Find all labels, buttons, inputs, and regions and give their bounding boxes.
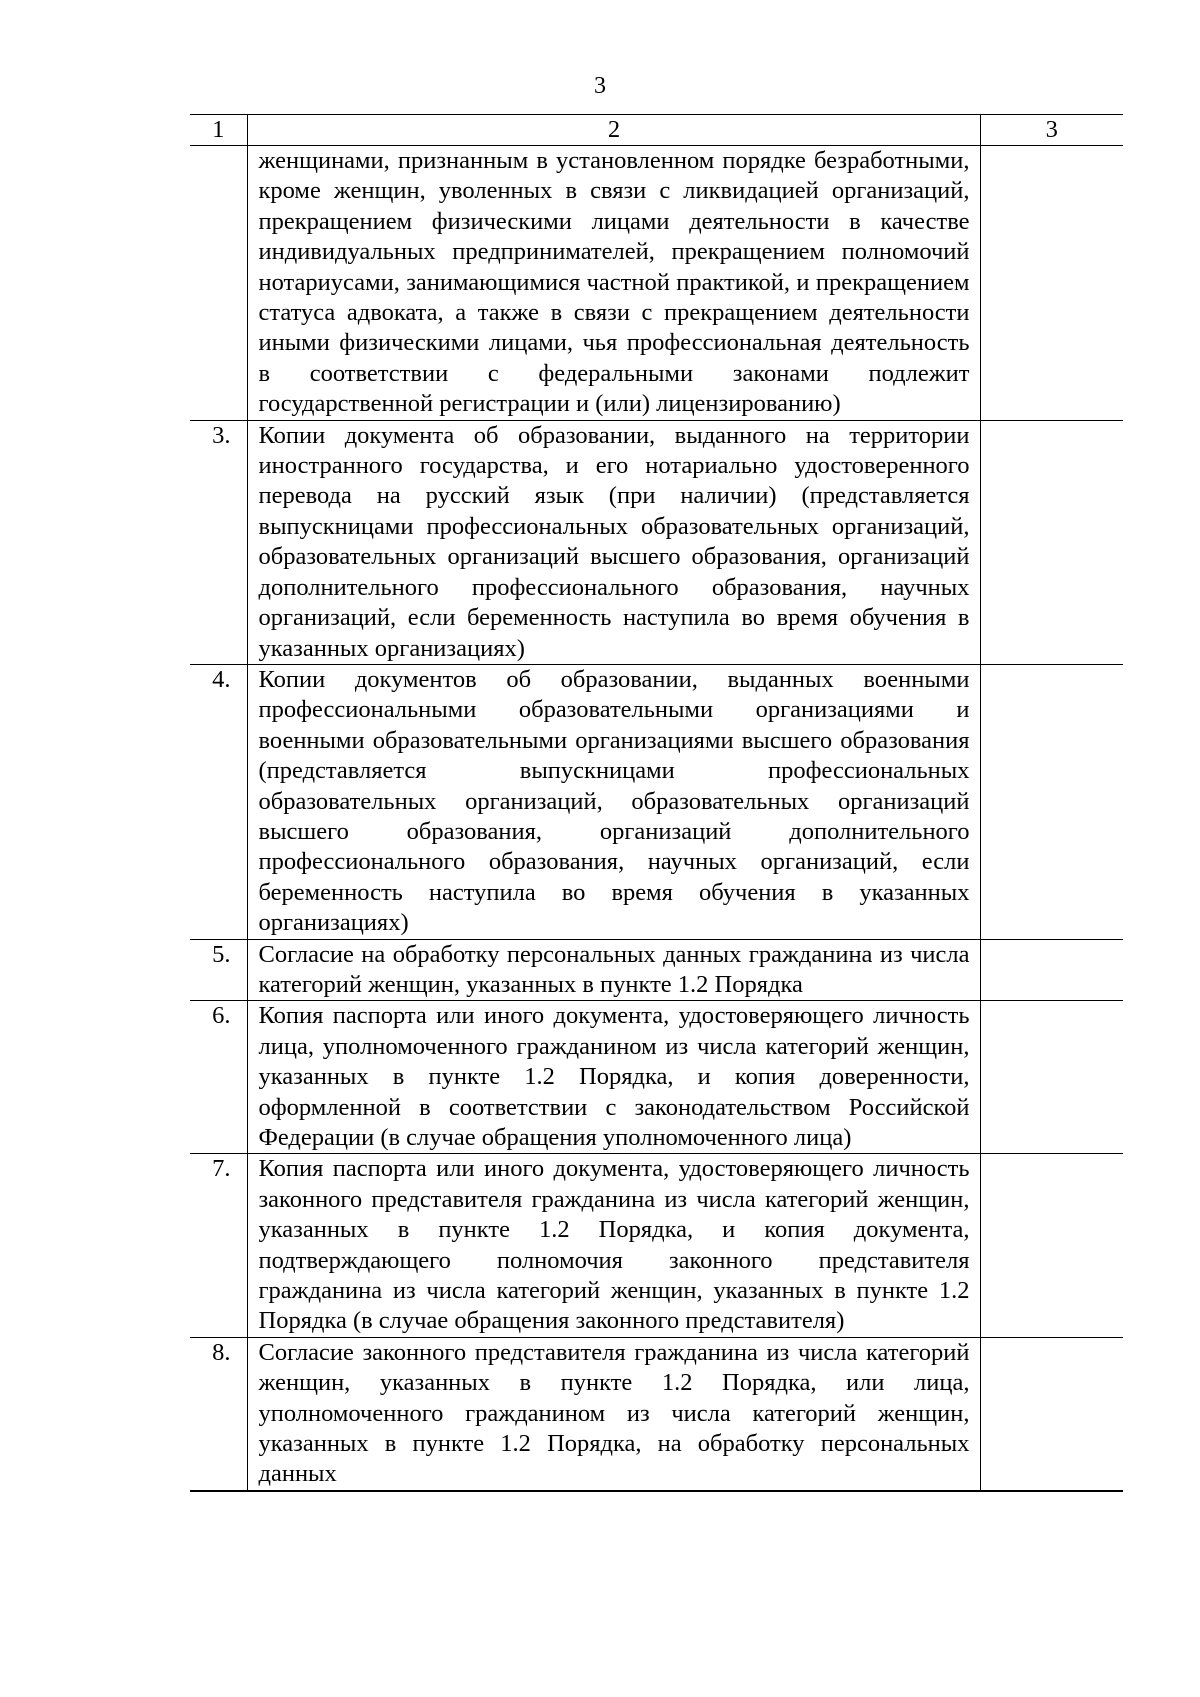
row-number	[190, 1490, 247, 1491]
row-col3	[980, 146, 1123, 421]
row-text: женщинами, признанным в установленном порядке безработными, кроме женщин, уволенных в связи с ликвидацией организаций, прекращением физическими лицами деятельности в качестве индивидуальных предпринимателей, прекращением полномочий нотариусами, занимающимися частной практикой, и прекращением статуса адвоката, а также в связи с прекращением деятельности иными физическими лицами, чья профессиональная деятельность в соответствии с федеральными законами подлежит государственной регистрации и (или) лицензированию)	[247, 146, 980, 421]
table-row	[190, 1154, 1123, 1337]
row-col3	[980, 420, 1123, 664]
table-row	[190, 1490, 1123, 1491]
table-row	[190, 939, 1123, 1001]
table-row	[190, 420, 1123, 664]
row-number: 5.	[190, 939, 247, 1001]
header-cell-3: 3	[980, 115, 1123, 146]
row-number: 3.	[190, 420, 247, 664]
page-number: 3	[594, 73, 606, 99]
header-cell-1: 1	[190, 115, 247, 146]
row-text: Копия паспорта или иного документа, удостоверяющего личность законного представителя гражданина из числа категорий женщин, указанных в пункте 1.2 Порядка, и копия документа, подтверждающего полномочия законного представителя гражданина из числа категорий женщин, указанных в пункте 1.2 Порядка (в случае обращения законного представителя)	[247, 1154, 980, 1337]
table-row	[190, 664, 1123, 939]
row-col3	[980, 664, 1123, 939]
table-row	[190, 1337, 1123, 1490]
documents-table	[190, 114, 1123, 1492]
row-number: 8.	[190, 1337, 247, 1490]
header-cell-2: 2	[247, 115, 980, 146]
table-row	[190, 146, 1123, 421]
row-text: Копии документа об образовании, выданного на территории иностранного государства, и его нотариально удостоверенного перевода на русский язык (при наличии) (представляется выпускницами профессиональных образовательных организаций, образовательных организаций высшего образования, организаций дополнительного профессионального образования, научных организаций, если беременность наступила во время обучения в указанных организациях)	[247, 420, 980, 664]
row-text	[247, 1490, 980, 1491]
row-col3	[980, 939, 1123, 1001]
row-col3	[980, 1337, 1123, 1490]
row-text: Копия паспорта или иного документа, удостоверяющего личность лица, уполномоченного гражданином из числа категорий женщин, указанных в пункте 1.2 Порядка, и копия доверенности, оформленной в соответствии с законодательством Российской Федерации (в случае обращения уполномоченного лица)	[247, 1001, 980, 1154]
row-text: Копии документов об образовании, выданных военными профессиональными образовательными организациями и военными образовательными организациями высшего образования (представляется выпускницами профессиональных образовательных организаций, образовательных организаций высшего образования, организаций дополнительного профессионального образования, научных организаций, если беременность наступила во время обучения в указанных организациях)	[247, 664, 980, 939]
row-col3	[980, 1001, 1123, 1154]
row-col3	[980, 1154, 1123, 1337]
table-header-row	[190, 115, 1123, 146]
row-number: 6.	[190, 1001, 247, 1154]
row-number	[190, 146, 247, 421]
row-text: Согласие на обработку персональных данных гражданина из числа категорий женщин, указанных в пункте 1.2 Порядка	[247, 939, 980, 1001]
row-col3	[980, 1490, 1123, 1491]
row-number: 4.	[190, 664, 247, 939]
table-row	[190, 1001, 1123, 1154]
row-text: Согласие законного представителя гражданина из числа категорий женщин, указанных в пункте 1.2 Порядка, или лица, уполномоченного гражданином из числа категорий женщин, указанных в пункте 1.2 Порядка, на обработку персональных данных	[247, 1337, 980, 1490]
row-number: 7.	[190, 1154, 247, 1337]
